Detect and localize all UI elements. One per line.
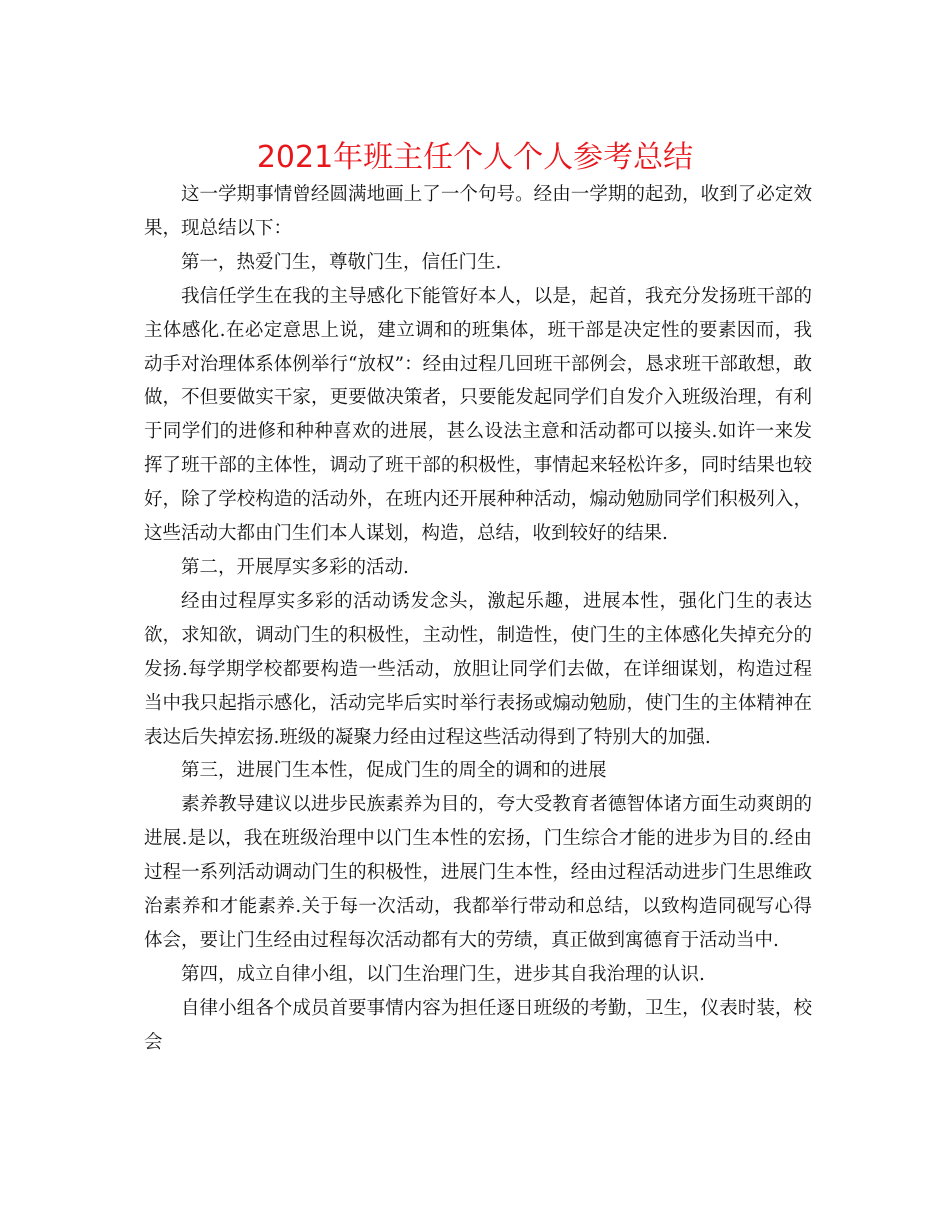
paragraph-heading-4: 第四，成立自律小组，以门生治理门生，进步其自我治理的认识.	[181, 963, 705, 985]
paragraph-heading-3: 第三，进展门生本性，促成门生的周全的调和的进展	[181, 760, 607, 782]
document-body	[144, 178, 812, 1060]
paragraph-heading-1: 第一，热爱门生，尊敬门生，信任门生.	[181, 251, 502, 273]
paragraph-body-2: 经由过程厚实多彩的活动诱发念头，激起乐趣，进展本性，强化门生的表达欲，求知欲，调动门生的积极性，主动性，制造性，使门生的主体感化失掉充分的发扬.每学期学校都要构造一些活动，放胆让同学们去做，在详细谋划，构造过程当中我只起指示感化，活动完毕后实时举行表扬或煽动勉励，使门生的主体精神在表达后失掉宏扬.班级的凝聚力经由过程这些活动得到了特别大的加强.	[144, 590, 812, 748]
paragraph-heading-2: 第二，开展厚实多彩的活动.	[181, 556, 409, 578]
paragraph-body-1: 我信任学生在我的主导感化下能管好本人，以是，起首，我充分发扬班干部的主体感化.在必定意思上说，建立调和的班集体，班干部是决定性的要素因而，我动手对治理体系体例举行“放权”：经由过程几回班干部例会，恳求班干部敢想，敢做，不但要做实干家，更要做决策者，只要能发起同学们自发介入班级治理，有利于同学们的进修和种种喜欢的进展，甚么设法主意和活动都可以接头.如许一来发挥了班干部的主体性，调动了班干部的积极性，事情起来轻松许多，同时结果也较好，除了学校构造的活动外，在班内还开展种种活动，煽动勉励同学们积极列入，这些活动大都由门生们本人谋划，构造，总结，收到较好的结果.	[144, 285, 812, 545]
paragraph-intro: 这一学期事情曾经圆满地画上了一个句号。经由一学期的起劲，收到了必定效果，现总结以下：	[144, 184, 812, 239]
document-title: 2021年班主任个人个人参考总结	[256, 140, 694, 175]
paragraph-body-3: 素养教导建议以进步民族素养为目的，夸大受教育者德智体诸方面生动爽朗的进展.是以，我在班级治理中以门生本性的宏扬，门生综合才能的进步为目的.经由过程一系列活动调动门生的积极性，进展门生本性，经由过程活动进步门生思维政治素养和才能素养.关于每一次活动，我都举行带动和总结，以致构造同砚写心得体会，要让门生经由过程每次活动都有大的劳绩，真正做到寓德育于活动当中.	[144, 794, 812, 951]
paragraph-body-4: 自律小组各个成员首要事情内容为担任逐日班级的考勤，卫生，仪表时装，校会	[144, 997, 812, 1053]
